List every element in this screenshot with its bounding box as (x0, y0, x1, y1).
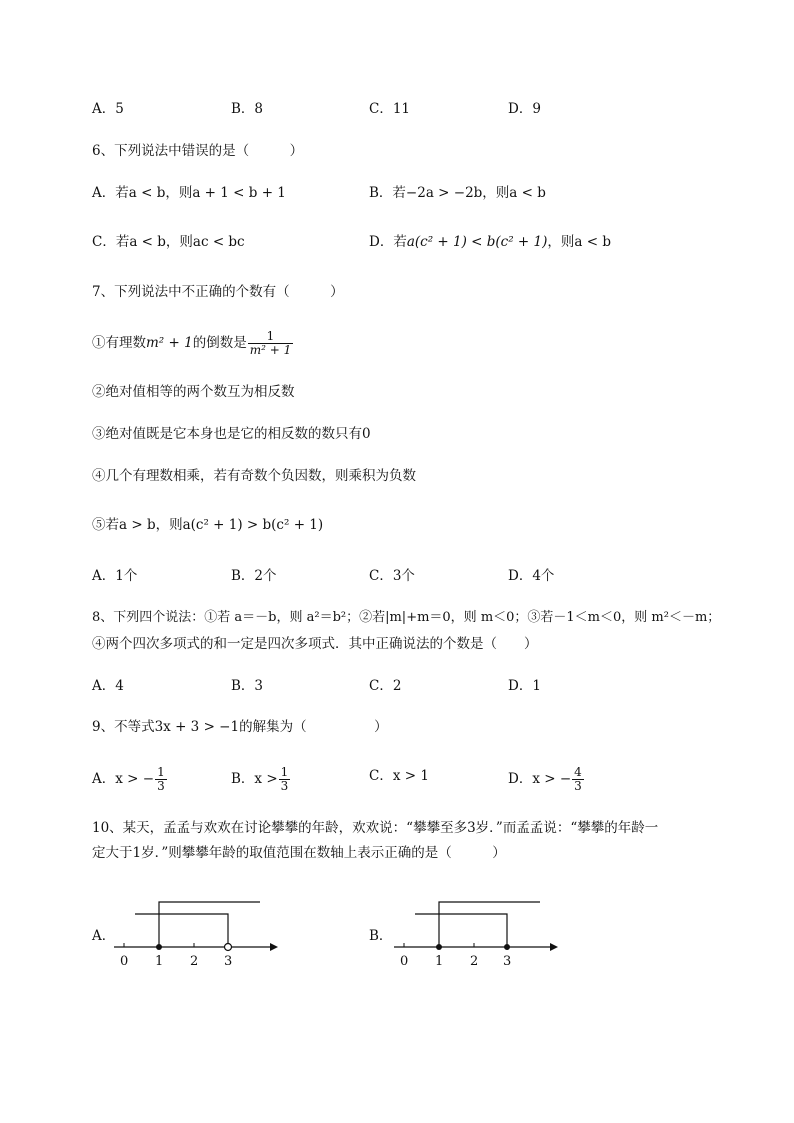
q7-option-c[interactable]: C．3个 (369, 568, 415, 584)
tick-label-1: 1 (155, 954, 164, 969)
q7-s1-mid: 的倒数是 (192, 335, 247, 351)
q9-a-prefix: A．x > − (92, 771, 155, 787)
q9-option-d[interactable] (508, 766, 585, 793)
q6-option-b[interactable]: B．若−2a > −2b，则a < b (369, 185, 546, 201)
ray-greater-than-1 (159, 902, 260, 947)
q10-option-b-number-line[interactable] (390, 895, 560, 975)
q7-statement-2: ②绝对值相等的两个数互为相反数 (92, 384, 295, 400)
q10-option-a-label[interactable]: A． (92, 928, 116, 944)
q5-option-b[interactable]: B．8 (231, 101, 264, 117)
q10-option-a-number-line[interactable] (110, 895, 280, 975)
q5-option-d[interactable]: D．9 (508, 101, 541, 117)
ray-at-most-3 (135, 914, 228, 947)
q7-s1-math: m² + 1 (146, 335, 193, 351)
q6-option-d[interactable] (369, 232, 611, 252)
q9-option-c[interactable]: C．x > 1 (369, 768, 429, 784)
q8-option-d[interactable]: D．1 (508, 678, 541, 694)
q8-stem-line-1: 8、下列四个说法：①若 a＝－b，则 a²＝b²；②若|m|+m＝0，则 m＜0；③若－1＜m＜0，则 m²＜－m； (92, 610, 721, 625)
q6-option-c[interactable]: C．若a < b，则ac < bc (92, 234, 245, 250)
q7-s1-fraction (248, 330, 294, 357)
q7-stem: 7、下列说法中不正确的个数有（ ） (92, 284, 344, 300)
q9-b-prefix: B．x > (231, 771, 278, 787)
q9-a-numerator: 1 (157, 765, 165, 779)
q7-option-b[interactable]: B．2个 (231, 568, 277, 584)
q9-a-fraction (155, 766, 167, 793)
q7-statement-3: ③绝对值既是它本身也是它的相反数的数只有0 (92, 426, 371, 442)
q9-b-denominator: 3 (280, 779, 289, 793)
q9-option-a[interactable] (92, 766, 168, 793)
solid-point-1 (156, 944, 162, 950)
q8-option-b[interactable]: B．3 (231, 678, 264, 694)
q9-a-denominator: 3 (157, 779, 165, 793)
q10-stem-line-2: 定大于1岁．”则攀攀年龄的取值范围在数轴上表示正确的是（ ） (92, 845, 506, 861)
q7-statement-4: ④几个有理数相乘，若有奇数个负因数，则乘积为负数 (92, 468, 416, 484)
q7-statement-5: ⑤若a > b，则a(c² + 1) > b(c² + 1) (92, 517, 324, 533)
q6-option-d-suffix: ，则a < b (547, 234, 611, 250)
axis-arrow-icon (550, 943, 558, 951)
q9-d-prefix: D．x > − (508, 771, 572, 787)
solid-point-1 (436, 944, 442, 950)
q9-b-fraction (279, 766, 291, 793)
tick-label-2: 2 (190, 954, 199, 969)
q6-option-a[interactable]: A．若a < b，则a + 1 < b + 1 (92, 185, 286, 201)
q7-option-d[interactable]: D．4个 (508, 568, 555, 584)
ray-to-3 (415, 914, 507, 947)
hollow-point-3 (225, 944, 232, 951)
q5-option-a[interactable]: A．5 (92, 101, 124, 117)
tick-label-1: 1 (435, 954, 444, 969)
tick-label-2: 2 (470, 954, 479, 969)
q5-option-c[interactable]: C．11 (369, 101, 411, 117)
q7-s1-prefix: ①有理数 (92, 335, 146, 351)
q8-stem-line-2: ④两个四次多项式的和一定是四次多项式．其中正确说法的个数是（ ） (92, 636, 538, 652)
tick-label-0: 0 (400, 954, 409, 969)
axis-arrow-icon (270, 943, 278, 951)
q7-s1-numerator: 1 (266, 329, 275, 343)
q6-option-d-prefix: D．若 (369, 234, 407, 250)
tick-label-3: 3 (224, 954, 233, 969)
q9-d-fraction (572, 766, 584, 793)
ray-from-1 (439, 902, 540, 947)
q9-b-numerator: 1 (280, 765, 289, 779)
q10-stem-line-1: 10、某天，孟孟与欢欢在讨论攀攀的年龄，欢欢说：“攀攀至多3岁．”而孟孟说：“攀攀的年龄一 (92, 820, 659, 836)
q6-stem: 6、下列说法中错误的是（ ） (92, 143, 304, 159)
q9-d-denominator: 3 (574, 779, 582, 793)
q9-option-b[interactable] (231, 766, 291, 793)
solid-point-3 (504, 944, 510, 950)
tick-label-0: 0 (120, 954, 129, 969)
tick-label-3: 3 (503, 954, 512, 969)
q6-option-d-math: a(c² + 1) < b(c² + 1) (406, 234, 548, 250)
q7-option-a[interactable]: A．1个 (92, 568, 138, 584)
q9-d-numerator: 4 (574, 765, 582, 779)
q8-option-a[interactable]: A．4 (92, 678, 124, 694)
q10-option-b-label[interactable]: B． (369, 928, 393, 944)
q9-stem: 9、不等式3x + 3 > −1的解集为（ ） (92, 719, 388, 735)
q8-option-c[interactable]: C．2 (369, 678, 402, 694)
q7-s1-denominator: m² + 1 (249, 343, 292, 357)
q7-statement-1 (92, 330, 294, 357)
